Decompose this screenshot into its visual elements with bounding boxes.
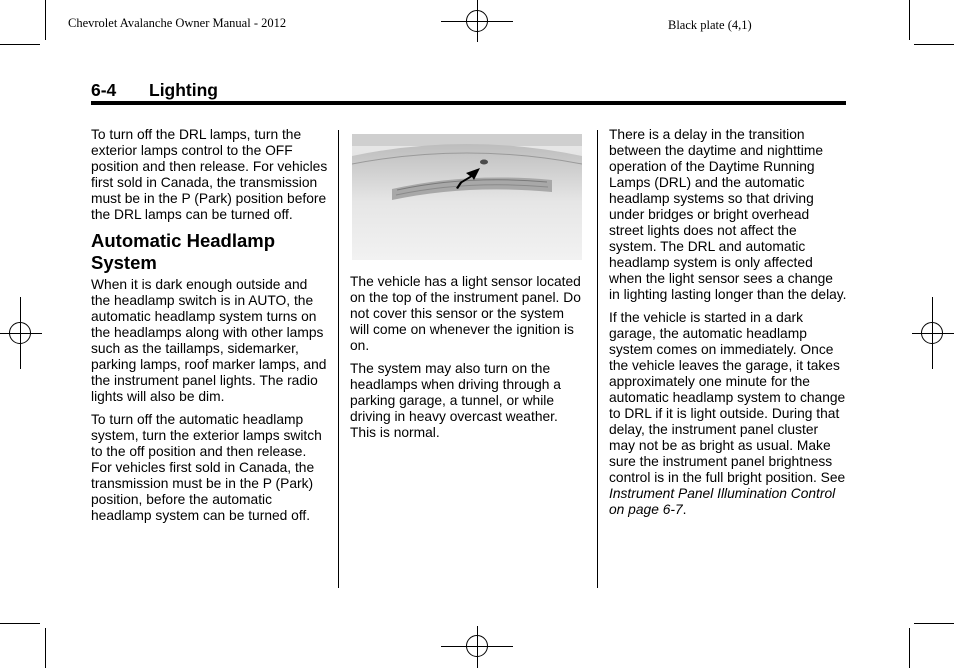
crop-mark bbox=[45, 0, 46, 40]
crop-mark bbox=[914, 44, 954, 45]
paragraph: The system may also turn on the headlamps when driving through a parking garage, a tunnel, or while driving in heavy overcast weather. This is normal. bbox=[350, 361, 561, 440]
page-header bbox=[91, 80, 846, 102]
paragraph: When it is dark enough outside and the headlamp switch is in AUTO, the automatic headlamp system turns on the headlamps along with other lamps such as the taillamps, sidemarker, parking lamps, roof marker lamps, and the instrument panel lights. The radio lights will also be dim. bbox=[91, 277, 327, 404]
column-divider bbox=[338, 130, 339, 588]
crop-mark bbox=[914, 623, 954, 624]
crop-mark bbox=[45, 628, 46, 668]
crop-mark bbox=[909, 628, 910, 668]
paragraph-end: . bbox=[682, 502, 687, 517]
paragraph: To turn off the DRL lamps, turn the exterior lamps control to the OFF position and then release. For vehicles first sold in Canada, the transmission must be in the P (Park) position before the DRL lamps can be turned off. bbox=[91, 127, 328, 222]
cross-reference-link[interactable]: Instrument Panel Illumination Control on page 6-7 bbox=[609, 486, 836, 517]
crop-mark bbox=[0, 44, 40, 45]
registration-circle bbox=[466, 10, 488, 32]
column-right bbox=[609, 127, 847, 525]
column-divider bbox=[597, 130, 598, 588]
plate-label: Black plate (4,1) bbox=[668, 18, 752, 32]
registration-circle bbox=[921, 322, 943, 344]
plate-manual-title: Chevrolet Avalanche Owner Manual - 2012 bbox=[68, 16, 287, 30]
crop-mark bbox=[0, 623, 40, 624]
paragraph: The vehicle has a light sensor located on the top of the instrument panel. Do not cover this sensor or the system will come on whenever the ignition is on. bbox=[350, 274, 581, 353]
crop-mark bbox=[909, 0, 910, 40]
paragraph bbox=[609, 310, 847, 518]
header-rule bbox=[91, 101, 846, 105]
page-number: 6-4 bbox=[91, 80, 117, 100]
column-middle bbox=[350, 274, 586, 448]
paragraph: To turn off the automatic headlamp system, turn the exterior lamps switch to the off position and then release. For vehicles first sold in Canada, the transmission must be in the P (Park) position, before the automatic headlamp system can be turned off. bbox=[91, 412, 322, 523]
paragraph-text: If the vehicle is started in a dark garage, the automatic headlamp system comes on immediately. Once the vehicle leaves the garage, it takes approximately one minute for the automatic headlamp system to change to DRL if it is light outside. During that delay, the instrument panel cluster may not be as bright as usual. Make sure the instrument panel brightness control is in the full bright position. See bbox=[609, 310, 846, 485]
registration-circle bbox=[9, 322, 31, 344]
section-title: Lighting bbox=[149, 80, 219, 100]
section-heading: Automatic Headlamp System bbox=[91, 230, 276, 273]
paragraph: There is a delay in the transition between the daytime and nighttime operation of the Daytime Running Lamps (DRL) and the automatic headlamp systems so that driving under bridges or bright overhead street lights does not affect the system. The DRL and automatic headlamp system is only affected when the light sensor sees a change in lighting lasting longer than the delay. bbox=[609, 127, 847, 302]
registration-circle bbox=[466, 635, 488, 657]
column-left bbox=[91, 127, 329, 531]
light-sensor-photo bbox=[352, 134, 582, 260]
